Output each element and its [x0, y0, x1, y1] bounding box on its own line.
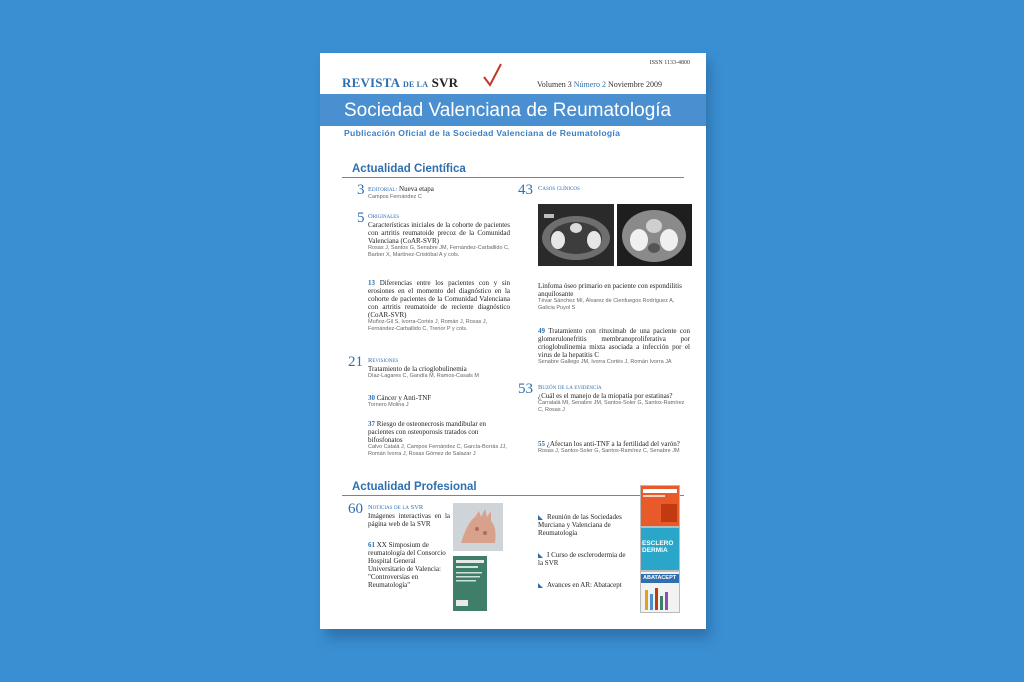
hand-photo [453, 503, 503, 551]
article-revisiones: 21 Revisiones Tratamiento de la crioglobulinemia Díaz-Lagares C, Gandía M, Ramos-Casals M [348, 354, 479, 379]
section-rule [342, 177, 684, 178]
article-buzon: 53 Buzón de la evidencia ¿Cuál es el manejo de la miopatía por estatinas? Carratalá MI, Senabre JM, Santos-Soler G, Santos-Ramírez C, Rosas J [518, 381, 685, 413]
mri-image [617, 204, 692, 266]
issn: ISSN 1133-4800 [649, 60, 690, 66]
reunion-cover-thumb [640, 485, 680, 527]
section-rule [342, 495, 684, 496]
news-item-reunion: Reunión de las Sociedades Murciana y Valenciana de Reumatología [538, 513, 622, 537]
article-casos: 43 Casos clínicos [518, 182, 580, 198]
bullet-arrow-icon [538, 515, 543, 520]
abatacept-cover-thumb [640, 571, 680, 613]
article-37: 37 Riesgo de osteonecrosis mandibular en pacientes con osteoporosis tratados con bifosfonatos Calvo Catalá J, Campos Fernández C, García-Borrás JJ, Román Ivorra J, Rosas Gómez de Salazar J [368, 420, 507, 457]
journal-subtitle: Publicación Oficial de la Sociedad Valenciana de Reumatología [344, 128, 621, 138]
abatacept-label: ABATACEPT [643, 575, 677, 581]
news-item-avances: Avances en AR: Abatacept [538, 581, 648, 589]
article-55: 55 ¿Afectan los anti-TNF a la fertilidad del varón? Rosas J, Santos-Soler G, Santos-Ramírez C, Senabre JM [538, 440, 680, 454]
article-originales: 5 Originales Características iniciales de la cohorte de pacientes con artritis reumatoide precoz de la Comunidad Valenciana (CoAR-SVR) Rosas J, Santos G, Senabre JM, Fernández-Carballido C, Barber X, Martínez-Cristóbal A y cols. [357, 210, 510, 258]
logo-check-icon [482, 63, 502, 87]
simposium-poster-thumb [453, 556, 487, 611]
article-30: 30 Cáncer y Anti-TNF Tornero Molina J [368, 394, 432, 408]
journal-title: Sociedad Valenciana de Reumatología [344, 100, 672, 121]
article-49: 49 Tratamiento con rituximab de una paciente con glomerulonefritis membranoproliferativa por crioglobulinemia mixta asociada a infección por el virus de la hepatitis C Senabre Gallego JM, Ivorra Cortés J, Román Ivorra JA [538, 327, 690, 365]
esclerodermia-cover-thumb [640, 527, 680, 571]
article-noticias: 60 Noticias de la SVR Imágenes interactivas en la página web de la SVR [348, 501, 450, 528]
ct-scan-image [538, 204, 614, 266]
section-heading-cientifica: Actualidad Científica [352, 163, 466, 175]
bullet-arrow-icon [538, 553, 543, 558]
journal-cover [320, 53, 706, 629]
section-heading-profesional: Actualidad Profesional [352, 481, 477, 493]
bullet-arrow-icon [538, 583, 543, 588]
article-editorial: 3 Editorial: Nueva etapa Campos Fernández C [357, 182, 434, 200]
journal-logo: REVISTA DE LA SVR [342, 75, 459, 90]
article-casos-body: Linfoma óseo primario en paciente con espondilitis anquilosante Tévar Sánchez MI, Álvarez de Cienfuegos Rodríguez A, Galicia Puyol S [538, 282, 682, 311]
news-item-curso: I Curso de esclerodermia de la SVR [538, 551, 626, 567]
esclerodermia-label: ESCLERODERMIA [642, 540, 674, 554]
issue-info: Volumen 3 Número 2 Noviembre 2009 [537, 80, 662, 89]
article-13: 13 Diferencias entre los pacientes con y sin erosiones en el momento del diagnóstico en la cohorte de pacientes de la Comunidad Valenciana con artritis reumatoide de reciente diagnóstico (CoAR-SVR) Muñoz-Gil S, Ivorra-Cortés J, Román J, Rosas J, Fernández-Carballido C, Trenor P y cols. [368, 279, 510, 332]
article-61: 61 XX Simposium de reumatología del Consorcio Hospital General Universitario de Valencia: "Controversias en Reumatología" [368, 541, 446, 589]
